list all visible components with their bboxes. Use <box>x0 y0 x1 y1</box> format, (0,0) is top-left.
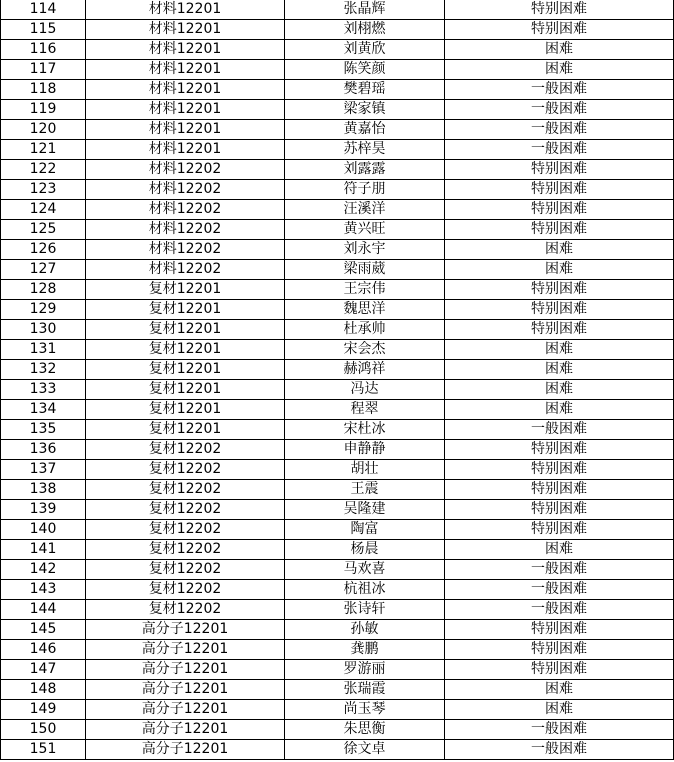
class-cell: 复材12202 <box>86 460 285 480</box>
table-row <box>1 500 674 520</box>
difficulty-level-cell: 特别困难 <box>445 160 674 180</box>
name-cell: 梁家镇 <box>285 100 445 120</box>
row-number-cell: 124 <box>1 200 86 220</box>
name-cell: 申静静 <box>285 440 445 460</box>
table-row <box>1 60 674 80</box>
class-cell: 复材12202 <box>86 560 285 580</box>
class-cell: 材料12202 <box>86 220 285 240</box>
table-row <box>1 660 674 680</box>
name-cell: 陈笑颜 <box>285 60 445 80</box>
class-cell: 材料12202 <box>86 240 285 260</box>
row-number-cell: 126 <box>1 240 86 260</box>
table-row <box>1 680 674 700</box>
row-number-cell: 146 <box>1 640 86 660</box>
class-cell: 复材12201 <box>86 400 285 420</box>
table-row <box>1 260 674 280</box>
difficulty-level-cell: 特别困难 <box>445 620 674 640</box>
class-cell: 复材12201 <box>86 360 285 380</box>
row-number-cell: 123 <box>1 180 86 200</box>
row-number-cell: 142 <box>1 560 86 580</box>
table-row <box>1 160 674 180</box>
difficulty-level-cell: 特别困难 <box>445 0 674 20</box>
table-row <box>1 380 674 400</box>
table-row <box>1 220 674 240</box>
name-cell: 刘黄欣 <box>285 40 445 60</box>
class-cell: 高分子12201 <box>86 700 285 720</box>
name-cell: 张晶辉 <box>285 0 445 20</box>
table-row <box>1 620 674 640</box>
class-cell: 材料12202 <box>86 200 285 220</box>
class-cell: 材料12202 <box>86 180 285 200</box>
name-cell: 孙敏 <box>285 620 445 640</box>
row-number-cell: 122 <box>1 160 86 180</box>
name-cell: 刘永宇 <box>285 240 445 260</box>
name-cell: 樊碧瑶 <box>285 80 445 100</box>
class-cell: 复材12201 <box>86 340 285 360</box>
table-row <box>1 200 674 220</box>
table-row <box>1 580 674 600</box>
difficulty-level-cell: 困难 <box>445 400 674 420</box>
difficulty-level-cell: 特别困难 <box>445 440 674 460</box>
name-cell: 陶富 <box>285 520 445 540</box>
class-cell: 材料12201 <box>86 120 285 140</box>
class-cell: 高分子12201 <box>86 740 285 760</box>
table-row <box>1 460 674 480</box>
row-number-cell: 151 <box>1 740 86 760</box>
difficulty-level-cell: 困难 <box>445 260 674 280</box>
table-row <box>1 0 674 20</box>
name-cell: 黄嘉怡 <box>285 120 445 140</box>
row-number-cell: 125 <box>1 220 86 240</box>
table-row <box>1 300 674 320</box>
difficulty-level-cell: 困难 <box>445 340 674 360</box>
name-cell: 苏梓昊 <box>285 140 445 160</box>
row-number-cell: 127 <box>1 260 86 280</box>
name-cell: 符子朋 <box>285 180 445 200</box>
class-cell: 复材12202 <box>86 520 285 540</box>
row-number-cell: 137 <box>1 460 86 480</box>
difficulty-level-cell: 困难 <box>445 240 674 260</box>
row-number-cell: 114 <box>1 0 86 20</box>
difficulty-level-cell: 特别困难 <box>445 500 674 520</box>
table-row <box>1 340 674 360</box>
table-row <box>1 80 674 100</box>
name-cell: 魏思洋 <box>285 300 445 320</box>
name-cell: 张瑞霞 <box>285 680 445 700</box>
name-cell: 罗游丽 <box>285 660 445 680</box>
difficulty-level-cell: 特别困难 <box>445 200 674 220</box>
row-number-cell: 131 <box>1 340 86 360</box>
row-number-cell: 118 <box>1 80 86 100</box>
difficulty-level-cell: 一般困难 <box>445 560 674 580</box>
class-cell: 材料12202 <box>86 160 285 180</box>
name-cell: 杜承帅 <box>285 320 445 340</box>
table-row <box>1 180 674 200</box>
table-row <box>1 720 674 740</box>
row-number-cell: 147 <box>1 660 86 680</box>
difficulty-level-cell: 困难 <box>445 680 674 700</box>
row-number-cell: 135 <box>1 420 86 440</box>
row-number-cell: 128 <box>1 280 86 300</box>
name-cell: 宋杜冰 <box>285 420 445 440</box>
class-cell: 材料12202 <box>86 260 285 280</box>
difficulty-level-cell: 特别困难 <box>445 480 674 500</box>
class-cell: 材料12201 <box>86 100 285 120</box>
difficulty-level-cell: 困难 <box>445 380 674 400</box>
table-row <box>1 20 674 40</box>
table-row <box>1 540 674 560</box>
row-number-cell: 143 <box>1 580 86 600</box>
class-cell: 复材12202 <box>86 600 285 620</box>
class-cell: 复材12201 <box>86 380 285 400</box>
class-cell: 材料12201 <box>86 0 285 20</box>
difficulty-level-cell: 困难 <box>445 700 674 720</box>
class-cell: 高分子12201 <box>86 680 285 700</box>
table-row <box>1 140 674 160</box>
row-number-cell: 134 <box>1 400 86 420</box>
row-number-cell: 139 <box>1 500 86 520</box>
class-cell: 高分子12201 <box>86 660 285 680</box>
table-row <box>1 280 674 300</box>
class-cell: 复材12202 <box>86 480 285 500</box>
row-number-cell: 133 <box>1 380 86 400</box>
table-row <box>1 640 674 660</box>
class-cell: 材料12201 <box>86 80 285 100</box>
table-row <box>1 560 674 580</box>
row-number-cell: 119 <box>1 100 86 120</box>
class-cell: 复材12202 <box>86 440 285 460</box>
class-cell: 高分子12201 <box>86 620 285 640</box>
table-row <box>1 480 674 500</box>
difficulty-level-cell: 特别困难 <box>445 180 674 200</box>
name-cell: 王宗伟 <box>285 280 445 300</box>
class-cell: 复材12202 <box>86 540 285 560</box>
class-cell: 复材12201 <box>86 300 285 320</box>
table-row <box>1 100 674 120</box>
table-row <box>1 440 674 460</box>
name-cell: 汪溪洋 <box>285 200 445 220</box>
difficulty-level-cell: 特别困难 <box>445 280 674 300</box>
table-row <box>1 520 674 540</box>
difficulty-level-cell: 特别困难 <box>445 320 674 340</box>
row-number-cell: 148 <box>1 680 86 700</box>
name-cell: 龚鹏 <box>285 640 445 660</box>
name-cell: 程翠 <box>285 400 445 420</box>
row-number-cell: 115 <box>1 20 86 40</box>
row-number-cell: 116 <box>1 40 86 60</box>
difficulty-level-cell: 一般困难 <box>445 720 674 740</box>
row-number-cell: 136 <box>1 440 86 460</box>
row-number-cell: 120 <box>1 120 86 140</box>
name-cell: 马欢喜 <box>285 560 445 580</box>
difficulty-level-cell: 特别困难 <box>445 20 674 40</box>
difficulty-level-cell: 一般困难 <box>445 420 674 440</box>
class-cell: 材料12201 <box>86 20 285 40</box>
class-cell: 材料12201 <box>86 40 285 60</box>
name-cell: 张诗轩 <box>285 600 445 620</box>
row-number-cell: 140 <box>1 520 86 540</box>
row-number-cell: 130 <box>1 320 86 340</box>
name-cell: 刘栩燃 <box>285 20 445 40</box>
class-cell: 复材12202 <box>86 580 285 600</box>
name-cell: 梁雨葳 <box>285 260 445 280</box>
difficulty-level-cell: 特别困难 <box>445 660 674 680</box>
difficulty-level-cell: 特别困难 <box>445 640 674 660</box>
table-row <box>1 700 674 720</box>
row-number-cell: 138 <box>1 480 86 500</box>
table-row <box>1 120 674 140</box>
table-row <box>1 400 674 420</box>
name-cell: 尚玉琴 <box>285 700 445 720</box>
name-cell: 胡壮 <box>285 460 445 480</box>
row-number-cell: 150 <box>1 720 86 740</box>
row-number-cell: 144 <box>1 600 86 620</box>
name-cell: 宋会杰 <box>285 340 445 360</box>
difficulty-level-cell: 一般困难 <box>445 740 674 760</box>
class-cell: 高分子12201 <box>86 640 285 660</box>
class-cell: 材料12201 <box>86 60 285 80</box>
name-cell: 黄兴旺 <box>285 220 445 240</box>
difficulty-level-cell: 特别困难 <box>445 220 674 240</box>
row-number-cell: 129 <box>1 300 86 320</box>
name-cell: 刘露露 <box>285 160 445 180</box>
row-number-cell: 117 <box>1 60 86 80</box>
table-body <box>1 0 674 760</box>
row-number-cell: 132 <box>1 360 86 380</box>
difficulty-level-cell: 一般困难 <box>445 120 674 140</box>
class-cell: 材料12201 <box>86 140 285 160</box>
difficulty-level-cell: 困难 <box>445 360 674 380</box>
row-number-cell: 145 <box>1 620 86 640</box>
table-row <box>1 360 674 380</box>
class-cell: 复材12202 <box>86 500 285 520</box>
name-cell: 王震 <box>285 480 445 500</box>
class-cell: 复材12201 <box>86 320 285 340</box>
table-row <box>1 420 674 440</box>
row-number-cell: 149 <box>1 700 86 720</box>
difficulty-level-cell: 一般困难 <box>445 140 674 160</box>
class-cell: 复材12201 <box>86 420 285 440</box>
name-cell: 吴隆建 <box>285 500 445 520</box>
class-cell: 复材12201 <box>86 280 285 300</box>
difficulty-level-cell: 困难 <box>445 60 674 80</box>
name-cell: 冯达 <box>285 380 445 400</box>
difficulty-level-cell: 特别困难 <box>445 300 674 320</box>
name-cell: 朱思衡 <box>285 720 445 740</box>
difficulty-level-cell: 特别困难 <box>445 460 674 480</box>
difficulty-level-cell: 一般困难 <box>445 600 674 620</box>
difficulty-level-cell: 特别困难 <box>445 520 674 540</box>
row-number-cell: 121 <box>1 140 86 160</box>
table-row <box>1 40 674 60</box>
name-cell: 杨晨 <box>285 540 445 560</box>
table-row <box>1 320 674 340</box>
table-row <box>1 600 674 620</box>
table-row <box>1 740 674 760</box>
row-number-cell: 141 <box>1 540 86 560</box>
difficulty-level-cell: 困难 <box>445 40 674 60</box>
name-cell: 徐文卓 <box>285 740 445 760</box>
class-cell: 高分子12201 <box>86 720 285 740</box>
difficulty-level-cell: 一般困难 <box>445 100 674 120</box>
difficulty-level-cell: 一般困难 <box>445 580 674 600</box>
difficulty-level-cell: 一般困难 <box>445 80 674 100</box>
name-cell: 杭祖冰 <box>285 580 445 600</box>
table-row <box>1 240 674 260</box>
name-cell: 赫鸿祥 <box>285 360 445 380</box>
difficulty-level-cell: 困难 <box>445 540 674 560</box>
